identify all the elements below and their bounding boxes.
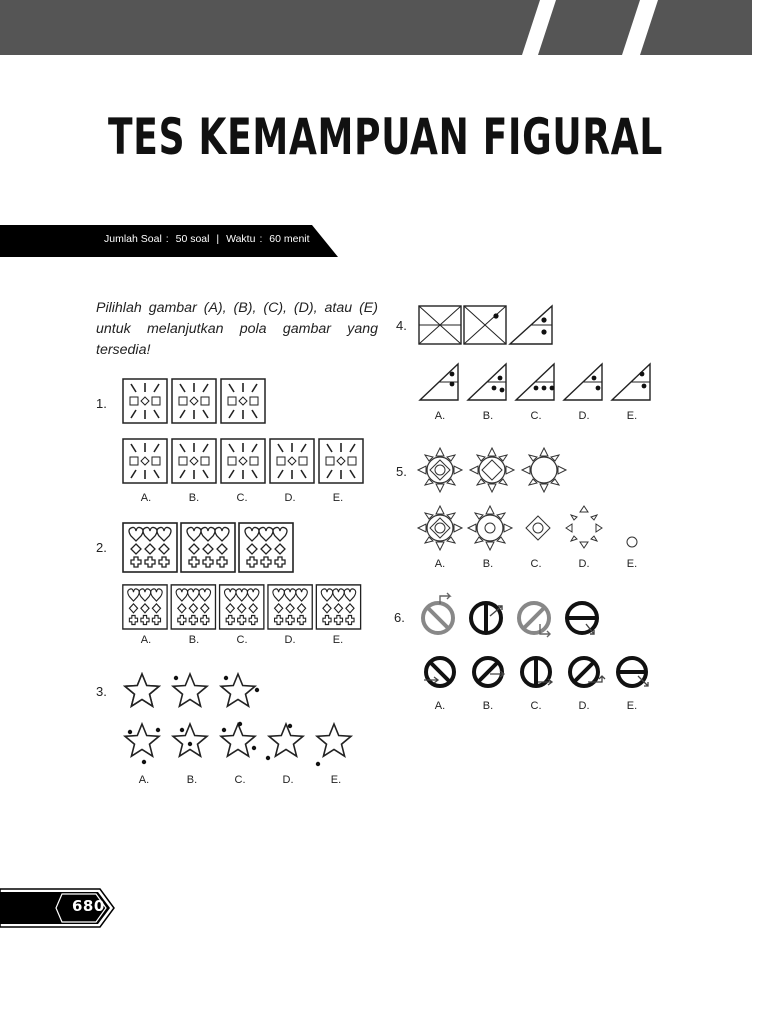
q2-option-c[interactable]: C.	[236, 634, 248, 646]
q2-option-e[interactable]: E.	[332, 634, 344, 646]
q2-option-b[interactable]: B.	[188, 634, 200, 646]
q4-option-b[interactable]: B.	[482, 410, 494, 422]
page-title: TES KEMAMPUAN FIGURAL	[108, 108, 664, 166]
q1-option-d[interactable]: D.	[284, 492, 296, 504]
question-5-options	[418, 504, 658, 554]
info-text: Jumlah Soal : 50 soal | Waktu : 60 menit	[104, 233, 310, 245]
jumlah-value: 50 soal	[175, 233, 210, 245]
page-number: 680	[72, 897, 105, 915]
question-3-options	[122, 720, 362, 770]
q1-option-a[interactable]: A.	[140, 492, 152, 504]
instruction: Pilihlah gambar (A), (B), (C), (D), atau (E) untuk melanjutkan pola gambar yang tersedia!	[96, 300, 378, 358]
header-band	[0, 0, 768, 55]
question-4-number: 4.	[396, 318, 407, 333]
q1-option-c[interactable]: C.	[236, 492, 248, 504]
q6-option-a[interactable]: A.	[434, 700, 446, 712]
question-1-number: 1.	[96, 396, 107, 411]
question-4-sequence	[418, 304, 558, 348]
question-3-sequence	[122, 670, 272, 714]
q3-option-e[interactable]: E.	[330, 774, 342, 786]
question-2-options	[122, 584, 362, 632]
q5-option-b[interactable]: B.	[482, 558, 494, 570]
q3-option-c[interactable]: C.	[234, 774, 246, 786]
q4-option-c[interactable]: C.	[530, 410, 542, 422]
waktu-value: 60 menit	[269, 233, 310, 245]
question-3-number: 3.	[96, 684, 107, 699]
question-6-number: 6.	[394, 610, 405, 625]
q3-option-b[interactable]: B.	[186, 774, 198, 786]
q6-option-e[interactable]: E.	[626, 700, 638, 712]
question-5-sequence	[418, 446, 568, 496]
q5-option-a[interactable]: A.	[434, 558, 446, 570]
q3-option-d[interactable]: D.	[282, 774, 294, 786]
question-6-sequence	[418, 594, 608, 644]
q2-option-d[interactable]: D.	[284, 634, 296, 646]
q5-option-c[interactable]: C.	[530, 558, 542, 570]
q1-option-b[interactable]: B.	[188, 492, 200, 504]
jumlah-label: Jumlah Soal	[104, 233, 162, 245]
q5-option-e[interactable]: E.	[626, 558, 638, 570]
q6-option-c[interactable]: C.	[530, 700, 542, 712]
q4-option-e[interactable]: E.	[626, 410, 638, 422]
question-5-number: 5.	[396, 464, 407, 479]
question-6-options	[418, 652, 658, 698]
separator: |	[216, 233, 220, 245]
question-2-sequence	[122, 522, 302, 574]
q4-option-d[interactable]: D.	[578, 410, 590, 422]
q3-option-a[interactable]: A.	[138, 774, 150, 786]
waktu-label: Waktu	[226, 233, 256, 245]
q6-option-d[interactable]: D.	[578, 700, 590, 712]
question-4-options	[418, 360, 658, 404]
question-1-options	[122, 438, 362, 486]
q6-option-b[interactable]: B.	[482, 700, 494, 712]
question-2-number: 2.	[96, 540, 107, 555]
q5-option-d[interactable]: D.	[578, 558, 590, 570]
q4-option-a[interactable]: A.	[434, 410, 446, 422]
q2-option-a[interactable]: A.	[140, 634, 152, 646]
question-1-sequence	[122, 378, 272, 426]
q1-option-e[interactable]: E.	[332, 492, 344, 504]
